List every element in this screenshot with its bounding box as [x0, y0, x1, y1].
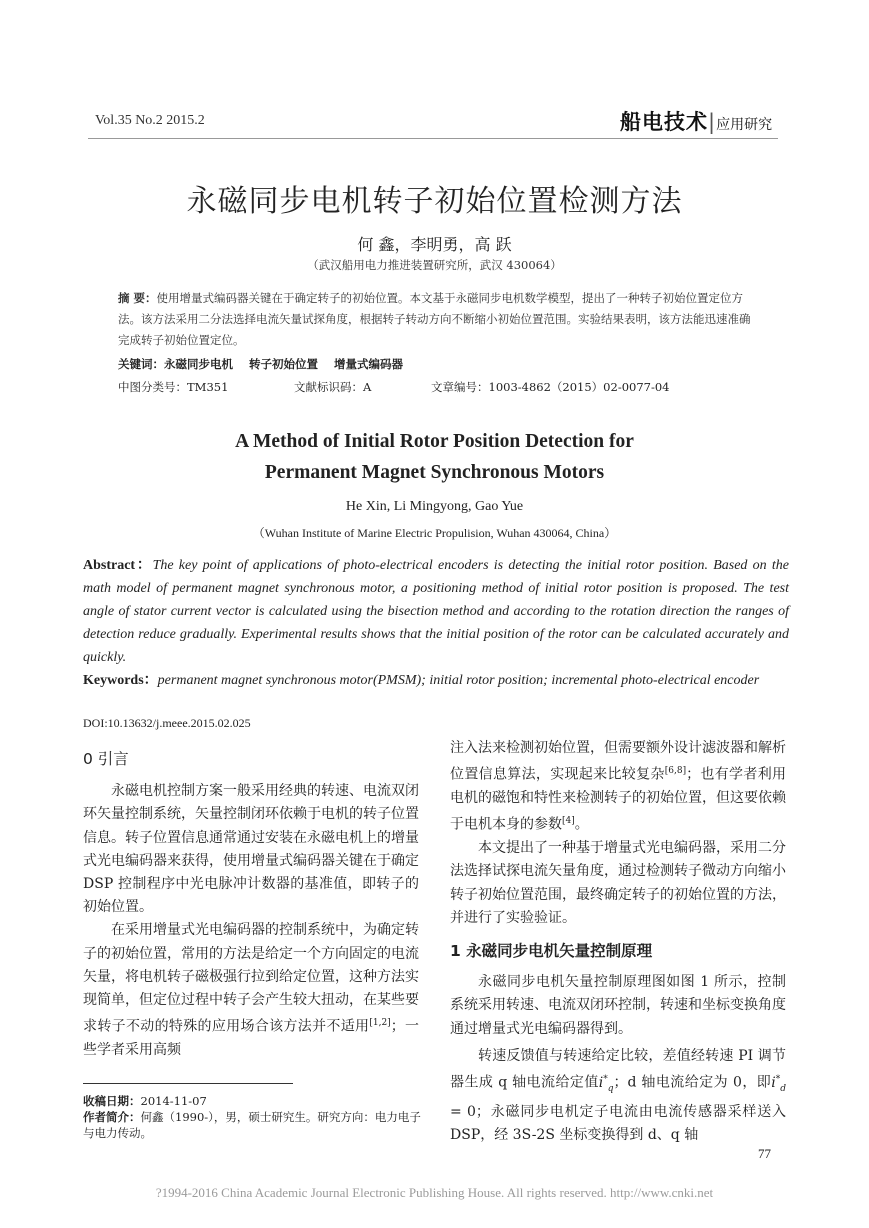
- id-equation: = 0: [450, 1103, 476, 1120]
- section-1-paragraph-1: 永磁同步电机矢量控制原理图如图 1 所示，控制系统采用转速、电流双闭环控制，转速和坐标变换角度通过增量式光电编码器得到。: [450, 974, 786, 1037]
- document-code: 文献标识码：A: [294, 380, 372, 394]
- section-0-paragraph-2-text-b: ；一些学者采用高频: [83, 1018, 420, 1059]
- paper-title-en-line1: A Method of Initial Rotor Position Detection for: [235, 431, 634, 452]
- footnote-rule: [83, 1083, 293, 1084]
- section-1-paragraph-2: [450, 1045, 786, 1147]
- keywords-cn-label: 关键词：: [118, 357, 164, 371]
- citation-1-2: [1,2]: [369, 1018, 391, 1029]
- section-1-heading: 1 永磁同步电机矢量控制原理: [450, 941, 653, 960]
- journal-name: 船电技术|应用研究: [620, 110, 773, 134]
- affiliation-en: （Wuhan Institute of Marine Electric Propulision, Wuhan 430064, China）: [252, 526, 617, 540]
- keyword-cn-3: 增量式编码器: [334, 357, 403, 371]
- journal-section: 应用研究: [716, 117, 773, 133]
- keywords-en: [83, 669, 783, 692]
- abstract-en-label: Abstract：: [83, 558, 153, 573]
- abstract-cn-label: 摘 要：: [118, 291, 157, 305]
- authors-cn: 何 鑫，李明勇，高 跃: [357, 235, 512, 254]
- right-paragraph-1-text-c: 。: [574, 816, 589, 833]
- paper-title-en: [0, 426, 869, 488]
- section-1-paragraph-2-text-a: 转速反馈值与转速给定比较，差值经转速 PI 调节器生成 q 轴电流给定值: [450, 1047, 786, 1091]
- section-0-heading: 0 引言: [83, 750, 129, 768]
- id-symbol: $i^*_d$: [771, 1073, 786, 1094]
- section-0-paragraph-2: [83, 919, 419, 1062]
- right-paragraph-2: 本文提出了一种基于增量式光电编码器，采用二分法选择试探电流矢量角度，通过检测转子微动方向缩小转子初始位置范围，最终确定转子的初始位置的方法，并进行了实验验证。: [450, 840, 786, 926]
- right-paragraph-1-text-a: 注入法来检测初始位置，但需要额外设计滤波器和解析位置信息算法，实现起来比较复杂: [450, 740, 786, 783]
- keywords-cn: [118, 356, 403, 372]
- volume-issue: Vol.35 No.2 2015.2: [95, 113, 205, 128]
- keyword-cn-1: 永磁同步电机: [164, 357, 233, 371]
- abstract-en-text: The key point of applications of photo-electrical encoders is detecting the initial rotor position. Based on the math model of permanent magnet synchronous motor, a positioning method of initial rotor position is proposed. The test angle of stator current vector is calculated using the bisection method and according to the rotation direction the ranges of detection reduce gradually. Experimental results shows that the initial position of the rotor can be calculated accurately and quickly.: [83, 558, 789, 665]
- keywords-en-text: permanent magnet synchronous motor(PMSM); initial rotor position; incremental photo-electrical encoder: [157, 673, 760, 688]
- authors-en: He Xin, Li Mingyong, Gao Yue: [345, 499, 524, 514]
- journal-title: 船电技术: [620, 110, 708, 134]
- paper-title-cn: 永磁同步电机转子初始位置检测方法: [186, 184, 683, 219]
- right-column: [450, 737, 786, 1147]
- abstract-cn-text: 使用增量式编码器关键在于确定转子的初始位置。本文基于永磁同步电机数学模型，提出了一种转子初始位置定位方法。该方法采用二分法选择电流矢量试探角度，根据转子转动方向不断缩小初始位置范围。实验结果表明，该方法能迅速准确完成转子初始位置定位。: [118, 291, 751, 347]
- paper-title-en-line2: Permanent Magnet Synchronous Motors: [264, 462, 605, 483]
- keyword-cn-2: 转子初始位置: [249, 357, 318, 371]
- section-0-paragraph-2-text-a: 在采用增量式光电编码器的控制系统中，为确定转子的初始位置，常用的方法是给定一个方向固定的电流矢量，将电机转子磁极强行拉到给定位置，这种方法实现简单，但定位过程中转子会产生较大扭动，在某些要求转子不动的特殊的应用场合该方法并不适用: [83, 922, 419, 1035]
- affiliation-cn: （武汉船用电力推进装置研究所，武汉 430064）: [307, 258, 562, 272]
- abstract-cn: [118, 288, 758, 351]
- section-1-paragraph-2-text-b: ；d 轴电流给定为 0，即: [613, 1074, 772, 1091]
- footnote: [83, 1093, 423, 1141]
- doi: DOI:10.13632/j.meee.2015.02.025: [83, 716, 251, 730]
- left-column: [83, 748, 419, 1062]
- page-number: 77: [758, 1146, 771, 1161]
- citation-4: [4]: [562, 816, 575, 827]
- author-bio: 作者简介：何鑫（1990-），男，硕士研究生。研究方向：电力电子与电力传动。: [83, 1110, 421, 1140]
- abstract-en: [83, 554, 789, 669]
- right-paragraph-1: [450, 737, 786, 837]
- citation-6-8: [6,8]: [664, 766, 687, 777]
- keywords-en-label: Keywords：: [83, 673, 158, 688]
- right-paragraph-1-text-b: ；也有学者利用电机的磁饱和特性来检测转子的初始位置，但这要依赖于电机本身的参数: [450, 766, 787, 833]
- iq-symbol: $i^*_q$: [598, 1073, 614, 1094]
- clc-number: 中图分类号：TM351: [118, 380, 229, 394]
- section-1-paragraph-2-text-c: ；永磁同步电机定子电流由电流传感器采样送入 DSP，经 3S-2S 坐标变换得到 d、q 轴: [450, 1103, 787, 1143]
- received-date: 收稿日期：2014-11-07: [83, 1094, 207, 1108]
- section-0-paragraph-1: 永磁电机控制方案一般采用经典的转速、电流双闭环矢量控制系统，矢量控制闭环依赖于电机的转子位置信息。转子位置信息通常通过安装在永磁电机上的增量式光电编码器来获得，使用增量式编码器关键在于确定 DSP 控制程序中光电脉冲计数器的基准值，即转子的初始位置。: [83, 783, 419, 916]
- article-number: 文章编号：1003-4862（2015）02-0077-04: [431, 380, 670, 394]
- copyright-watermark: ?1994-2016 China Academic Journal Electronic Publishing House. All rights reserved. http://www.cnki.net: [155, 1185, 714, 1200]
- header-rule: [88, 138, 778, 139]
